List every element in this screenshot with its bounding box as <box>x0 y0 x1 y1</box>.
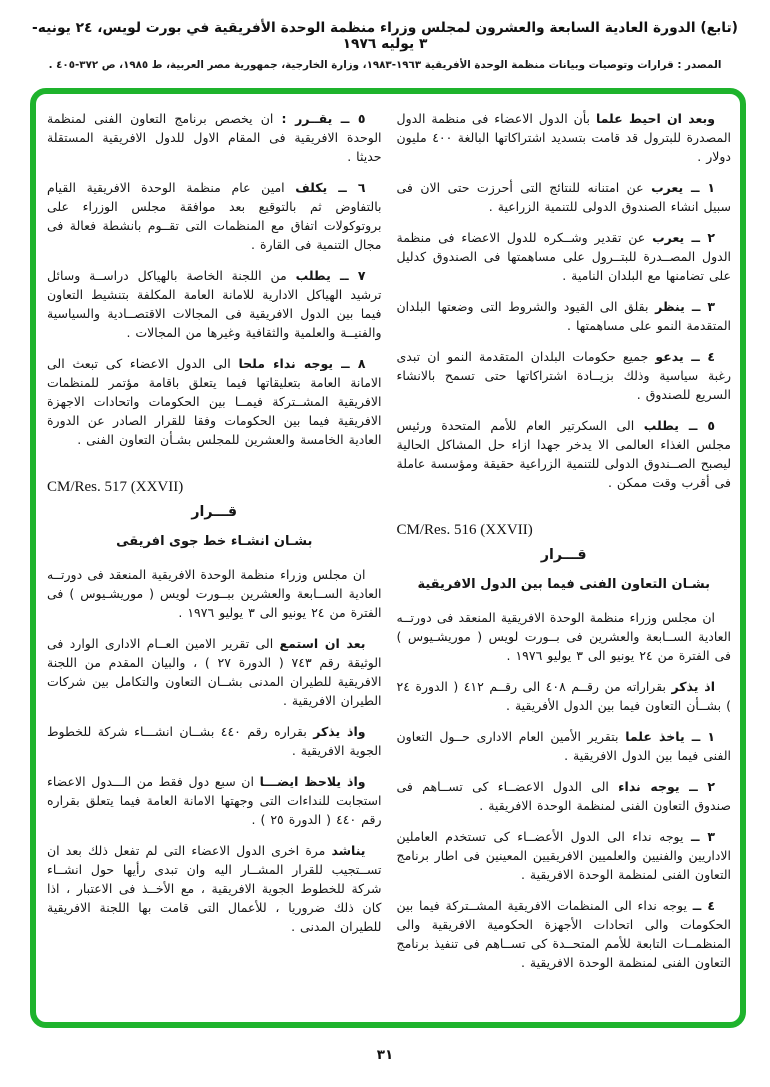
decision-subject: بشـان التعاون الفنى فيما بين الدول الافريقية <box>417 577 711 592</box>
page-header <box>28 20 742 71</box>
paragraph-lead: ١ ــ يعرب <box>651 180 716 195</box>
paragraph-lead: ٧ ــ يطلب <box>295 268 366 283</box>
page-number: ٣١ <box>376 1047 394 1063</box>
decision-subject: بشـان انشـاء خط جوى افريقى <box>116 534 313 549</box>
paragraph: وبعد ان احيط علما بأن الدول الاعضاء فى منظمة الدول المصدرة للبترول قد قامت بتسديد اشتراكاتها البالغة ٤٠٠ مليون دولار . <box>396 111 731 164</box>
column-right <box>397 109 732 1022</box>
column-left <box>47 109 382 1022</box>
paragraph: واذ يذكر بقراره رقم ٤٤٠ بشــان انشـــاء شركة للخطوط الجوية الافريقية . <box>47 724 382 758</box>
paragraph-lead: ٣ ــ <box>690 829 716 844</box>
resolution-number: CM/Res. 516 (XXVII) <box>396 522 533 538</box>
paragraph: ان مجلس وزراء منظمة الوحدة الافريقية المنعقد فى دورتــه العادية الســابعة والعشرين فى بــورت لويس ( موريشـيوس ) فى الفترة من ٢٤ يونيو الى ٣ يوليو ١٩٧٦ . <box>396 610 731 663</box>
session-citation-line: (تابع) الدورة العادية السابعة والعشرون لمجلس وزراء منظمة الوحدة الأفريقية في بورت لويس، ٢٤ يونيه- ٣ يوليه ١٩٧٦ <box>32 20 738 52</box>
paragraph-lead: بعد ان استمع <box>279 636 366 651</box>
paragraph: ٤ ــ يوجه نداء الى المنظمات الافريقية المشــتركة فيما بين الحكومات والى اتحادات الأجهزة الحكومية الافريقية والى المنظمــات التابعة للأمم المتحــدة كى تســاهم فى تنفيذ برنامج التعاون الفنى لمنظمة الوحدة الافريقية . <box>396 898 731 970</box>
paragraph-lead: ٥ ــ يطلب <box>643 418 715 433</box>
paragraph-lead: ٢ ــ يعرب <box>652 230 715 245</box>
paragraph-lead: ١ ــ ياخذ علما <box>625 729 715 744</box>
paragraph-lead: ٤ ــ يدعو <box>655 349 715 364</box>
paragraph: واذ يلاحظ ايضـــا ان سبع دول فقط من الـــدول الاعضاء استجابت للنداءات التى وجهتها الامانة العامة فيما يتعلق بقراره رقم ٤٤٠ ( الدورة ٢٥ ) . <box>47 774 382 827</box>
paragraph-lead: اذ يذكر <box>671 679 716 694</box>
paragraph: ٣ ــ يوجه نداء الى الدول الأعضــاء كى تستخدم العاملين الاداريين والفنيين والعلميين الافريقيين المعينين فى اطار برنامج التعاون الفنى لمنظمة الوحدة الافريقية . <box>396 829 731 882</box>
paragraph: يناشد مرة اخرى الدول الاعضاء التى لم تفعل ذلك بعد ان تســتجيب للقرار المشــار اليه وان تبدى رأيها حول انشــاء شركة للخطوط الجوية الافريقية ، مع الأخــذ فى الاعتبار ، اذا كان ذلك ضروريا ، للأعمال التى قامت بها اللجنة الافريقية للطيران المدنى . <box>47 843 382 934</box>
paragraph: ٨ ــ يوجه نداء ملحا الى الدول الاعضاء كى تبعث الى الامانة العامة بتعليقاتها فيما يتعلق باقامة مؤتمر للمنظمات الافريقية المشــتركة فيمــا بين الحكومات واتحادات الاجهزة الافريقية فيما بين الحكومات وفقا للقرار الصادر عن الدورة العادية الخامسة والعشرين للمجلس بشـأن التعاون الفنى . <box>47 356 382 447</box>
paragraph: ١ ــ يعرب عن امتنانه للنتائج التى أحرزت حتى الان فى سبيل انشاء الصندوق الدولى للتنمية الزراعية . <box>396 180 731 214</box>
paragraph: ان مجلس وزراء منظمة الوحدة الافريقية المنعقد فى دورتــه العادية الســابعة والعشرين ببــورت لويس ( موريشـيوس ) فى الفترة من ٢٤ يونيو الى ٣ يوليو ١٩٧٦ . <box>47 567 382 620</box>
paragraph: بعد ان استمع الى تقرير الامين العــام الادارى الوارد فى الوثيقة رقم ٧٤٣ ( الدورة ٢٧ ) ، والبيان المقدم من اللجنة الافريقية للطيران المدنى بشــان التعاون والتكامل بين شركات الطيران الافريقية . <box>47 636 382 708</box>
paragraph: ٤ ــ يدعو جميع حكومات البلدان المتقدمة النمو ان تبدى رغبة سياسية وذلك بزيــادة اشتراكاتها حتى تسمح بالانشاء السريع للصندوق . <box>396 349 731 402</box>
paragraph-lead: واذ يلاحظ ايضـــا <box>259 774 366 789</box>
paragraph-lead: يناشد <box>331 843 366 858</box>
paragraph: ٧ ــ يطلب من اللجنة الخاصة بالهياكل دراســة وسائل ترشيد الهياكل الادارية للامانة العامة المكلفة بتنشيط التعاون فيما بين الدول الافريقية فى المجالات الاقتصــادية والسياسية والفنيــة والعلمية والثقافية وغيرها من المجالات . <box>47 268 382 340</box>
paragraph-lead: ٥ ــ يقــرر : <box>281 111 366 126</box>
paragraph-lead: ٢ ــ يوجه نداء <box>618 779 716 794</box>
paragraph: اذ يذكر بقراراته من رقــم ٤٠٨ الى رقــم ٤١٢ ( الدورة ٢٤ ) بشــأن التعاون فيما بين الدول الأفريقية . <box>396 679 731 713</box>
source-citation-line: المصدر : قرارات وتوصيات وبيانات منظمة الوحدة الأفريقية ١٩٦٣-١٩٨٣، وزارة الخارجية، جمهورية مصر العربية، ط ١٩٨٥، ص ٣٧٢-٤٠٥ . <box>48 59 722 71</box>
document-green-frame <box>30 88 746 1028</box>
paragraph: ١ ــ ياخذ علما بتقرير الأمين العام الادارى حــول التعاون الفنى فيما بين الدول الافريقية . <box>396 729 731 763</box>
paragraph-lead: ٤ ــ <box>692 898 715 913</box>
paragraph: ٦ ــ يكلف امين عام منظمة الوحدة الافريقية القيام بالتفاوض ثم بالتوقيع بعد موافقة مجلس الوزراء على بروتوكولات اتفاق مع المنظمات التى تقــوم بانشطة فعالة فى مجال التنمية فى القارة . <box>47 180 382 252</box>
decision-heading: قـــرار <box>191 504 238 520</box>
decision-heading: قـــرار <box>540 547 587 563</box>
resolution-number: CM/Res. 517 (XXVII) <box>47 479 184 495</box>
paragraph: ٢ ــ يوجه نداء الى الدول الاعضــاء كى تســاهم فى صندوق التعاون الفنى لمنظمة الوحدة الافريقية . <box>396 779 731 813</box>
paragraph-lead: واذ يذكر <box>313 724 366 739</box>
paragraph: ٥ ــ يقــرر : ان يخصص برنامج التعاون الفنى لمنظمة الوحدة الافريقية فى المقام الاول للدول الافريقية المستقلة حديثا . <box>47 111 382 164</box>
paragraph: ٣ ــ ينظر بقلق الى القيود والشروط التى وضعتها البلدان المتقدمة النمو على مساهمتها . <box>396 299 731 333</box>
paragraph-lead: ٦ ــ يكلف <box>295 180 366 195</box>
paragraph-lead: ٨ ــ يوجه نداء ملحا <box>238 356 366 371</box>
paragraph-lead: ٣ ــ ينظر <box>655 299 715 314</box>
paragraph: ٥ ــ يطلب الى السكرتير العام للأمم المتحدة ورئيس مجلس الغذاء العالمى الا يدخر جهدا ازاء حل المشاكل الحالية ليصبح الصــندوق الدولى للتنمية الزراعية حقيقة ومؤسسة عاملة فى أقرب وقت ممكن . <box>396 418 731 490</box>
paragraph: ٢ ــ يعرب عن تقدير وشــكره للدول الاعضاء فى منظمة الدول المصــدرة للبتــرول على مساهمتها فى الصندوق كدليل على تضامنها مع البلدان النامية . <box>396 230 731 283</box>
document-body <box>36 94 740 1022</box>
paragraph-lead: وبعد ان احيط علما <box>595 111 715 126</box>
